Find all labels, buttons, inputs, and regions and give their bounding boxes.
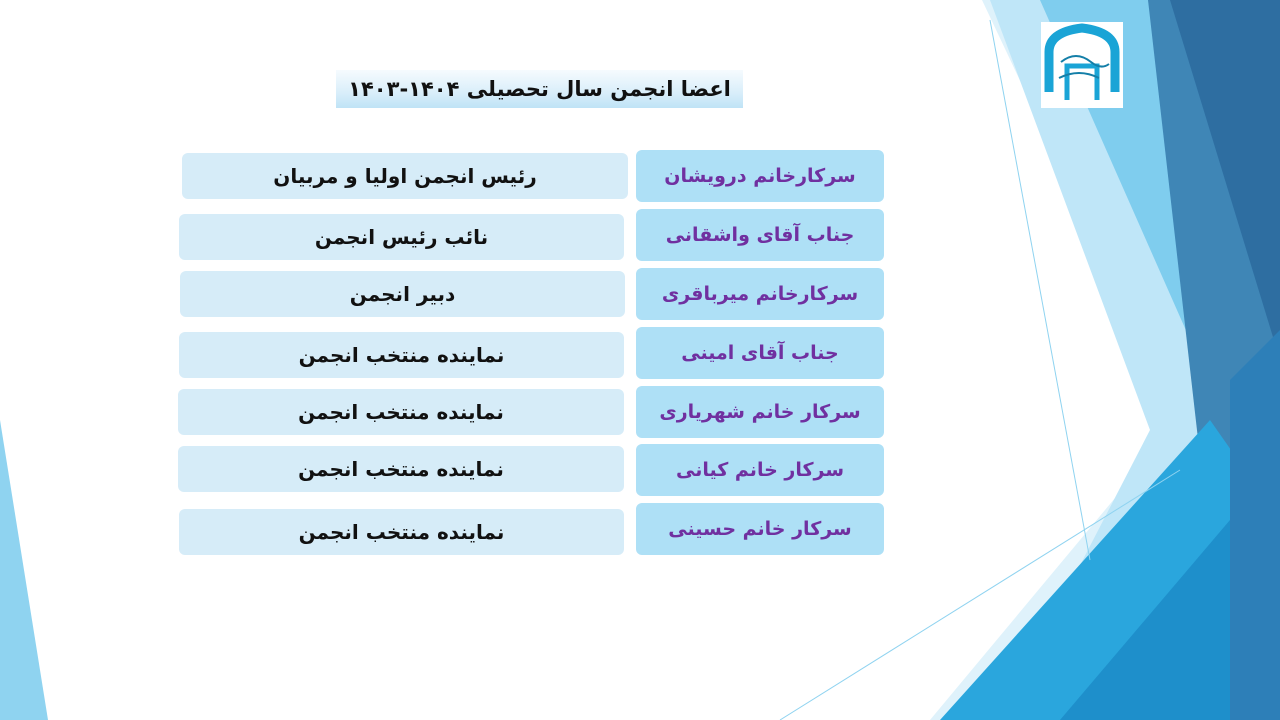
member-name: سرکارخانم درویشان	[636, 150, 884, 202]
member-role: نائب رئیس انجمن	[179, 214, 624, 260]
member-row	[0, 209, 1280, 263]
member-role: دبیر انجمن	[180, 271, 625, 317]
member-row	[0, 327, 1280, 381]
member-row	[0, 386, 1280, 440]
member-name: سرکار خانم شهریاری	[636, 386, 884, 438]
page-title: اعضا انجمن سال تحصیلی ۱۴۰۴-۱۴۰۳	[336, 70, 743, 108]
member-role: نماینده منتخب انجمن	[178, 446, 624, 492]
school-logo-icon	[1041, 22, 1123, 108]
member-row	[0, 444, 1280, 498]
member-role: رئیس انجمن اولیا و مربیان	[182, 153, 628, 199]
member-name: جناب آقای امینی	[636, 327, 884, 379]
member-name: جناب آقای واشقانی	[636, 209, 884, 261]
member-role: نماینده منتخب انجمن	[178, 389, 624, 435]
member-row	[0, 150, 1280, 204]
member-row	[0, 503, 1280, 557]
member-role: نماینده منتخب انجمن	[179, 332, 624, 378]
member-name: سرکار خانم حسینی	[636, 503, 884, 555]
member-role: نماینده منتخب انجمن	[179, 509, 624, 555]
member-name: سرکارخانم میرباقری	[636, 268, 884, 320]
member-row	[0, 268, 1280, 322]
member-name: سرکار خانم کیانی	[636, 444, 884, 496]
